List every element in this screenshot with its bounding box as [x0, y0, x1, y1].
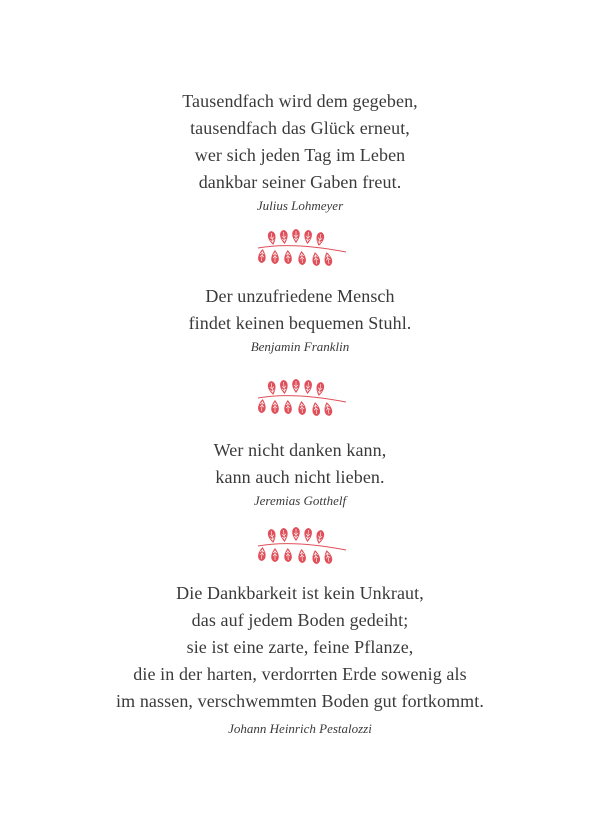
branch-stem: [258, 544, 346, 550]
leaf-shape: [323, 549, 333, 564]
leaf-shape: [298, 251, 306, 265]
leaf-shape: [315, 529, 325, 544]
leaf-shape: [271, 250, 279, 264]
quote-pestalozzi: [0, 580, 600, 739]
leaf-shape: [292, 527, 300, 541]
quote-line: im nassen, verschwemmten Boden gut fortkommt.: [116, 691, 484, 711]
quote-line: dankbar seiner Gaben freut.: [198, 172, 402, 192]
leaf-shape: [284, 400, 292, 414]
leaf-shape: [267, 528, 277, 543]
quote-line: Der unzufriedene Mensch: [205, 286, 395, 306]
leaf-shape: [258, 249, 267, 264]
leaf-shape: [280, 230, 289, 245]
quote-line: wer sich jeden Tag im Leben: [194, 145, 406, 165]
leaf-shape: [258, 547, 267, 562]
quote-author: Johann Heinrich Pestalozzi: [228, 721, 372, 736]
quote-line: die in der harten, verdorrten Erde sowenig als: [133, 664, 467, 684]
leaf-shape: [304, 528, 313, 543]
quote-lohmeyer: [0, 88, 600, 216]
leaf-shape: [271, 400, 279, 414]
quote-franklin: [0, 283, 600, 357]
leaf-shape: [304, 380, 313, 395]
quote-line: tausendfach das Glück erneut,: [190, 118, 410, 138]
leaf-branch-icon: [250, 377, 350, 417]
quote-line: Wer nicht danken kann,: [213, 440, 387, 460]
leaf-shape: [315, 381, 325, 396]
leaf-shape: [323, 251, 333, 266]
leaf-shape: [311, 402, 320, 417]
leaf-shape: [323, 401, 333, 416]
quote-author: Julius Lohmeyer: [256, 198, 344, 213]
leaf-shape: [280, 528, 289, 543]
leaf-shape: [267, 380, 277, 395]
leaf-shape: [267, 230, 277, 245]
leaf-shape: [271, 548, 279, 562]
leaf-shape: [284, 548, 292, 562]
leaf-shape: [292, 229, 300, 243]
quote-line: das auf jedem Boden gedeiht;: [191, 610, 409, 630]
branch-stem: [258, 246, 346, 252]
leaf-branch-icon: [250, 525, 350, 565]
leaf-shape: [311, 550, 320, 565]
leaf-branch-icon: [250, 227, 350, 267]
quote-author: Jeremias Gotthelf: [253, 493, 347, 508]
leaf-shape: [284, 250, 292, 264]
quote-line: sie ist eine zarte, feine Pflanze,: [186, 637, 414, 657]
leaf-shape: [298, 549, 306, 563]
quote-line: findet keinen bequemen Stuhl.: [188, 313, 412, 333]
quote-author: Benjamin Franklin: [250, 339, 350, 354]
leaf-shape: [292, 379, 300, 393]
leaf-shape: [304, 230, 313, 245]
leaf-shape: [280, 380, 289, 395]
leaf-shape: [258, 399, 267, 414]
leaf-shape: [311, 252, 320, 267]
quote-line: Tausendfach wird dem gegeben,: [182, 91, 418, 111]
leaf-shape: [298, 401, 306, 415]
quote-line: kann auch nicht lieben.: [215, 467, 385, 487]
quote-line: Die Dankbarkeit ist kein Unkraut,: [176, 583, 424, 603]
quote-gotthelf: [0, 437, 600, 511]
branch-stem: [258, 396, 346, 402]
leaf-shape: [315, 231, 325, 246]
